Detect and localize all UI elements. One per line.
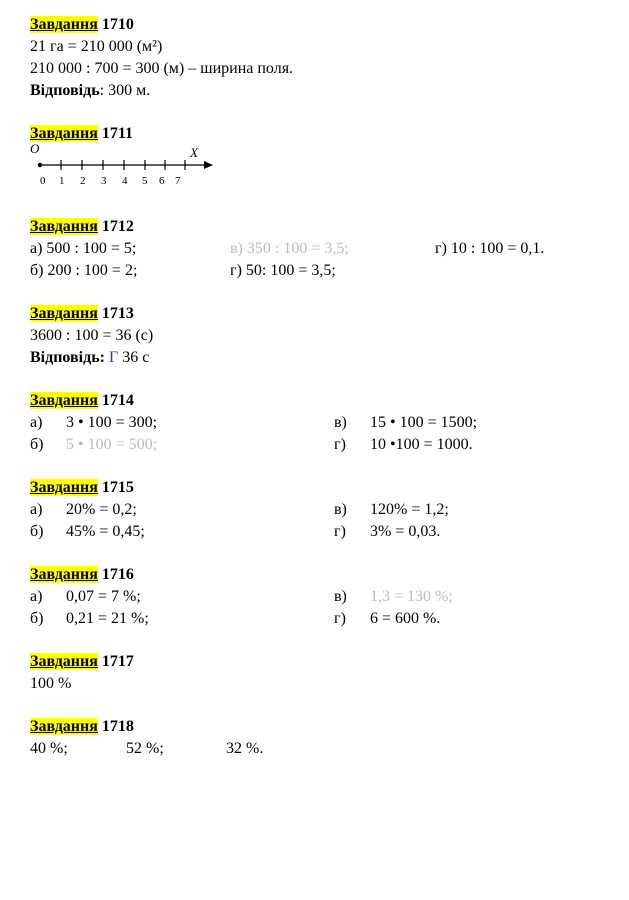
task-heading xyxy=(30,123,620,145)
task-1716 xyxy=(30,564,620,630)
item-letter: б) xyxy=(30,610,44,627)
solution-cell: 45% = 0,45; xyxy=(66,523,145,540)
solution-line: 100 % xyxy=(30,675,72,692)
task-number: 1712 xyxy=(101,218,134,235)
solution-row xyxy=(30,260,620,282)
number-line-axis xyxy=(30,145,230,195)
solution-cell: 32 %. xyxy=(226,740,264,757)
task-word: Завдання xyxy=(30,566,98,583)
solution-cell: 52 %; xyxy=(126,740,164,757)
origin-label: O xyxy=(30,141,40,156)
task-heading xyxy=(30,651,620,673)
solution-row xyxy=(30,738,620,760)
task-word: Завдання xyxy=(30,479,98,496)
solution-row xyxy=(30,586,620,608)
solution-row xyxy=(30,521,620,543)
task-1712 xyxy=(30,216,620,282)
task-number: 1717 xyxy=(101,653,134,670)
task-number: 1713 xyxy=(101,305,134,322)
item-letter: в) xyxy=(334,501,347,518)
answer-line xyxy=(30,80,620,102)
tick-label: 1 xyxy=(59,175,65,187)
task-heading xyxy=(30,477,620,499)
item-letter: б) xyxy=(30,523,44,540)
solution-row xyxy=(30,434,620,456)
solution-cell: в) 350 : 100 = 3,5; xyxy=(230,240,349,257)
task-1713 xyxy=(30,303,620,369)
item-letter: а) xyxy=(30,588,43,605)
answer-label: Відповідь xyxy=(30,349,100,366)
solution-row xyxy=(30,412,620,434)
task-word: Завдання xyxy=(30,16,98,33)
solution-cell: 0,07 = 7 %; xyxy=(66,588,141,605)
solution-line: 21 га = 210 000 (м²) xyxy=(30,38,163,55)
solution-cell: г) 10 : 100 = 0,1. xyxy=(435,240,545,257)
task-number: 1715 xyxy=(101,479,134,496)
item-letter: г) xyxy=(334,523,346,540)
document-page xyxy=(30,14,620,781)
item-letter: г) xyxy=(334,610,346,627)
solution-cell: 6 = 600 %. xyxy=(370,610,441,627)
task-1718 xyxy=(30,716,620,760)
task-number: 1710 xyxy=(101,16,134,33)
solution-line: 3600 : 100 = 36 (с) xyxy=(30,327,154,344)
task-heading xyxy=(30,14,620,36)
task-1714 xyxy=(30,390,620,456)
task-number: 1714 xyxy=(101,392,134,409)
task-number: 1716 xyxy=(101,566,134,583)
solution-cell: 3 • 100 = 300; xyxy=(66,414,158,431)
task-heading xyxy=(30,216,620,238)
solution-cell: б) 200 : 100 = 2; xyxy=(30,262,138,279)
task-1715 xyxy=(30,477,620,543)
answer-letter: Г xyxy=(109,349,119,366)
tick-label: 6 xyxy=(159,175,165,187)
task-1710 xyxy=(30,14,620,102)
item-letter: в) xyxy=(334,414,347,431)
answer-separator: : xyxy=(99,349,109,366)
solution-cell: 20% = 0,2; xyxy=(66,501,137,518)
tick-label: 4 xyxy=(122,175,128,187)
tick-label: 0 xyxy=(40,175,46,187)
answer-text: 300 м. xyxy=(108,82,151,99)
answer-text: 36 с xyxy=(118,349,150,366)
tick-label: 3 xyxy=(101,175,107,187)
solution-cell: 40 %; xyxy=(30,740,68,757)
item-letter: в) xyxy=(334,588,347,605)
tick-label: 7 xyxy=(175,175,181,187)
item-letter: а) xyxy=(30,501,43,518)
task-number: 1718 xyxy=(101,718,134,735)
task-heading xyxy=(30,303,620,325)
answer-separator: : xyxy=(99,82,109,99)
task-word: Завдання xyxy=(30,653,98,670)
task-heading xyxy=(30,716,620,738)
tick-label: 2 xyxy=(80,175,86,187)
solution-cell: 5 • 100 = 500; xyxy=(66,436,158,453)
solution-row xyxy=(30,608,620,630)
solution-cell: 120% = 1,2; xyxy=(370,501,449,518)
task-word: Завдання xyxy=(30,218,98,235)
solution-cell: 10 •100 = 1000. xyxy=(370,436,473,453)
solution-cell: 15 • 100 = 1500; xyxy=(370,414,478,431)
task-word: Завдання xyxy=(30,305,98,322)
task-word: Завдання xyxy=(30,125,98,142)
task-word: Завдання xyxy=(30,392,98,409)
task-heading xyxy=(30,390,620,412)
solution-row xyxy=(30,238,620,260)
item-letter: б) xyxy=(30,436,44,453)
solution-line: 210 000 : 700 = 300 (м) – ширина поля. xyxy=(30,60,294,77)
task-heading xyxy=(30,564,620,586)
item-letter: а) xyxy=(30,414,43,431)
task-number: 1711 xyxy=(101,125,133,142)
answer-line xyxy=(30,347,620,369)
task-1711 xyxy=(30,123,620,195)
number-line xyxy=(30,141,620,195)
answer-label: Відповідь xyxy=(30,82,100,99)
solution-cell: г) 50: 100 = 3,5; xyxy=(230,262,336,279)
tick-label: 5 xyxy=(142,175,148,187)
solution-cell: а) 500 : 100 = 5; xyxy=(30,240,137,257)
task-1717 xyxy=(30,651,620,695)
solution-cell: 0,21 = 21 %; xyxy=(66,610,149,627)
solution-row xyxy=(30,499,620,521)
task-word: Завдання xyxy=(30,718,98,735)
solution-cell: 1,3 = 130 %; xyxy=(370,588,453,605)
solution-cell: 3% = 0,03. xyxy=(370,523,441,540)
axis-label: X xyxy=(190,145,198,160)
item-letter: г) xyxy=(334,436,346,453)
